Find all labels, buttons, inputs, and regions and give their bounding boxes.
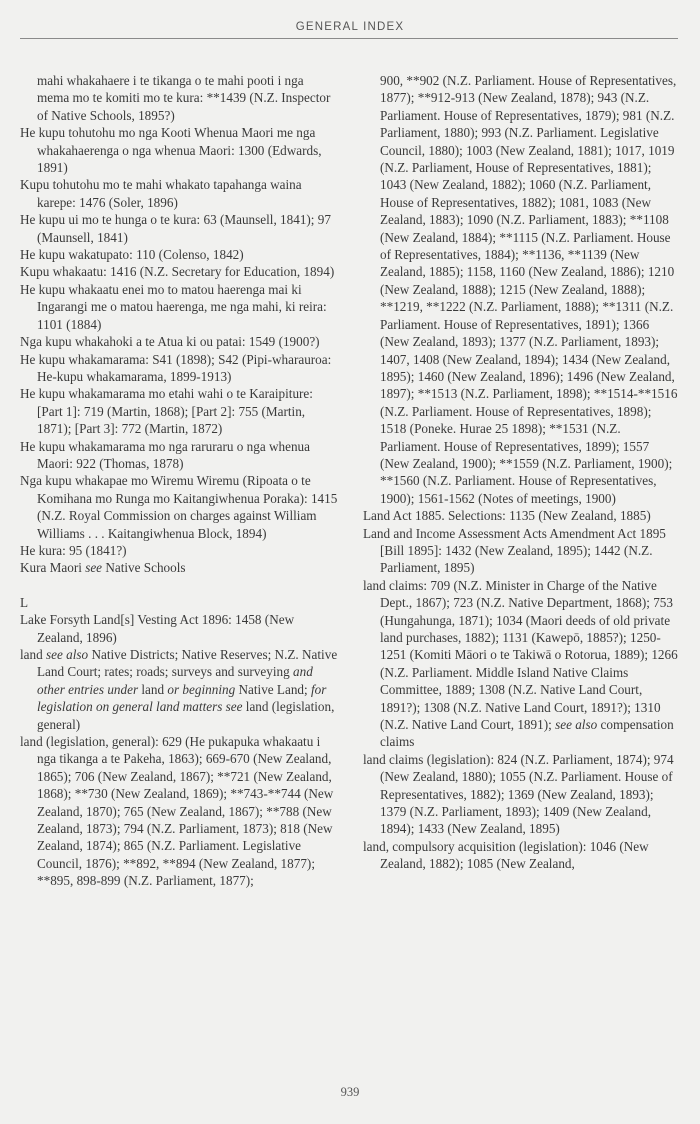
index-entry-text: He kura: 95 (1841?): [20, 542, 127, 558]
index-entry: [363, 838, 678, 873]
index-entry: [20, 542, 338, 559]
index-entry-text: land claims: 709 (N.Z. Minister in Charge of the Native Dept., 1867); 723 (N.Z. Native Department, 1868); 753 (Hungahunga, 1871); 1034 (Maori deeds of old private land purchases, 1882); 1131 (Kawepō, 1885?); 1250-1251 (Komiti Māori o te Takiwā o Rotorua, 1889); 1266 (N.Z. Parliament. Middle Island Native Claims Committee, 1889; 1308 (N.Z. Native Land Court, 1891?); 1308 (N.Z. Native Land Court, 1891?); 1310 (N.Z. Native Land Court, 1891);: [363, 577, 678, 733]
index-cross-reference-text: and other entries under: [37, 664, 313, 697]
index-entry-text: Native Districts; Native Reserves; N.Z. Native Land Court; rates; roads; surveys and surveying: [37, 646, 338, 680]
index-entry-text: He kupu whakamarama: S41 (1898); S42 (Pipi-wharauroa: He-kupu whakamarama, 1899-1913): [20, 351, 332, 384]
index-entry-text: He kupu whakaatu enei mo to matou haerenga mai ki Ingarangi me o matou haerenga, me nga mahi, ki reira: 1101 (1884): [20, 281, 327, 332]
index-entry: [20, 176, 338, 211]
index-cross-reference-text: for legislation on general land matters see: [37, 681, 327, 715]
index-cross-reference-text: see: [85, 560, 103, 576]
index-entry: [20, 333, 338, 350]
index-entry-text: land: [138, 681, 168, 697]
index-entry: [363, 577, 678, 751]
index-cross-reference-text: see also: [46, 646, 89, 662]
index-entry: [20, 385, 338, 437]
index-entry-text: mahi whakahaere i te tikanga o te mahi pooti i nga mema mo te komiti mo te kura: **1439 (N.Z. Inspector of Native Schools, 1895?): [37, 73, 331, 123]
index-entry: [20, 124, 338, 176]
index-entry: [363, 507, 678, 524]
index-entry-text: Land Act 1885. Selections: 1135 (New Zealand, 1885): [363, 508, 651, 524]
index-entry: [20, 263, 338, 280]
index-entry-text: Kura Maori: [20, 560, 86, 576]
index-column-right: [363, 72, 678, 873]
index-entry: [20, 281, 338, 333]
index-entry: [363, 751, 678, 838]
header-rule: [20, 38, 678, 39]
index-entry-text: He kupu wakatupato: 110 (Colenso, 1842): [20, 247, 244, 263]
index-entry-continuation: [363, 72, 678, 507]
index-entry-text: Native Schools: [102, 560, 186, 576]
index-entry-text: land (legislation, general): [37, 699, 335, 732]
index-entry-text: Nga kupu whakapae mo Wiremu Wiremu (Ripoata o te Komihana mo Runga mo Kaitangiwhenua Poraka): 1415 (N.Z. Royal Commission on charges against William Williams . . . Kaitangiwhenua Block, 1894): [20, 473, 338, 541]
index-entry: [20, 438, 338, 473]
index-entry-text: land (legislation, general): 629 (He pukapuka whakaatu i nga tikanga a te Pakeha, 1863); 669-670 (New Zealand, 1865); 706 (New Zealand, 1867); **721 (New Zealand, 1868); **730 (New Zealand, 1869); **743-**744 (New Zealand, 1870); 765 (New Zealand, 1867); **788 (New Zealand, 1873); 794 (N.Z. Parliament, 1873); 818 (New Zealand, 1874); 865 (N.Z. Parliament. Legislative Council, 1876); **892, **894 (New Zealand, 1877); **895, 898-899 (N.Z. Parliament, 1877);: [20, 734, 334, 889]
index-entry-text: Nga kupu whakahoki a te Atua ki ou patai: 1549 (1900?): [20, 334, 320, 350]
index-entry-continuation: [20, 72, 338, 124]
index-entry-text: Kupu tohutohu mo te mahi whakato tapahanga waina karepe: 1476 (Soler, 1896): [20, 177, 302, 210]
running-head: GENERAL INDEX: [295, 21, 405, 33]
index-entry-text: L: [20, 594, 29, 610]
index-cross-reference-text: see also: [555, 717, 598, 733]
index-entry: [20, 733, 338, 890]
index-entry-text: He kupu tohutohu mo nga Kooti Whenua Maori me nga whakahaerenga o nga whenua Maori: 1300 (Edwards, 1891): [20, 125, 322, 176]
index-entry-text: land claims (legislation): 824 (N.Z. Parliament, 1874); 974 (New Zealand, 1880); 1055 (N.Z. Parliament. House of Representatives, 1882); 1369 (New Zealand, 1893); 1379 (N.Z. Parliament, 1893); 1409 (New Zealand, 1894); 1433 (New Zealand, 1895): [363, 751, 674, 837]
index-entry-text: He kupu whakamarama mo etahi wahi o te Karaipiture: [Part 1]: 719 (Martin, 1868); [Part 2]: 755 (Martin, 1871); [Part 3]: 772 (Martin, 1872): [20, 386, 313, 437]
index-entry: [20, 472, 338, 542]
index-entry: [20, 246, 338, 263]
index-entry-text: compensation claims: [380, 717, 674, 750]
index-entry-text: land, compulsory acquisition (legislation): 1046 (New Zealand, 1882); 1085 (New Zealand,: [363, 838, 649, 872]
index-entry-text: He kupu whakamarama mo nga raruraru o nga whenua Maori: 922 (Thomas, 1878): [20, 438, 311, 471]
index-entry-text: He kupu ui mo te hunga o te kura: 63 (Maunsell, 1841); 97 (Maunsell, 1841): [20, 212, 331, 245]
index-entry-text: Land and Income Assessment Acts Amendment Act 1895 [Bill 1895]: 1432 (New Zealand, 1895); 1442 (N.Z. Parliament, 1895): [363, 525, 666, 576]
index-column-left: [20, 72, 338, 890]
page-number: 939: [340, 1085, 360, 1099]
index-cross-reference-text: or beginning: [167, 681, 236, 697]
index-entry-text: Native Land;: [235, 681, 311, 697]
index-entry-text: Lake Forsyth Land[s] Vesting Act 1896: 1458 (New Zealand, 1896): [20, 612, 295, 645]
index-entry: [20, 611, 338, 646]
index-entry: [20, 211, 338, 246]
index-entry: [363, 525, 678, 577]
index-letter-heading: [20, 594, 338, 611]
index-entry: [20, 646, 338, 733]
index-entry-text: land: [20, 646, 47, 662]
index-entry-text: 900, **902 (N.Z. Parliament. House of Representatives, 1877); **912-913 (New Zealand, 1878); 943 (N.Z. Parliament. House of Representatives, 1879); 981 (N.Z. Parliament, 1880); 993 (N.Z. Parliament. Legislative Council, 1880); 1003 (New Zealand, 1881); 1017, 1019 (N.Z. Parliament, House of Representatives, 1881); 1043 (New Zealand, 1882); 1060 (N.Z. Parliament, House of Representatives, 1882); 1081, 1083 (New Zealand, 1883); 1090 (N.Z. Parliament, 1883); **1108 (New Zealand, 1884); **1115 (N.Z. Parliament. House of Representatives, 1884); **1136, **1139 (New Zealand, 1885); 1158, 1160 (New Zealand, 1886); 1210 (New Zealand, 1888); 1215 (New Zealand, 1888); **1219, **1222 (N.Z. Parliament, 1888); **1311 (N.Z. Parliament. House of Representatives, 1891); 1366 (New Zealand, 1893); 1377 (N.Z. Parliament, 1893); 1407, 1408 (New Zealand, 1894); 1434 (New Zealand, 1895); 1460 (New Zealand, 1896); 1496 (New Zealand, 1897); **1513 (N.Z. Parliament, 1898); **1514-**1516 (N.Z. Parliament. House of Representatives, 1898); 1518 (Poneke. Hurae 25 1898); **1531 (N.Z. Parliament. House of Representatives, 1899); 1557 (New Zealand, 1900); **1559 (N.Z. Parliament, 1900); **1560 (N.Z. Parliament. House of Representatives, 1900); 1561-1562 (Notes of meetings, 1900): [380, 73, 678, 506]
index-entry-text: Kupu whakaatu: 1416 (N.Z. Secretary for Education, 1894): [20, 264, 335, 280]
index-entry: [20, 351, 338, 386]
index-entry: [20, 559, 338, 576]
